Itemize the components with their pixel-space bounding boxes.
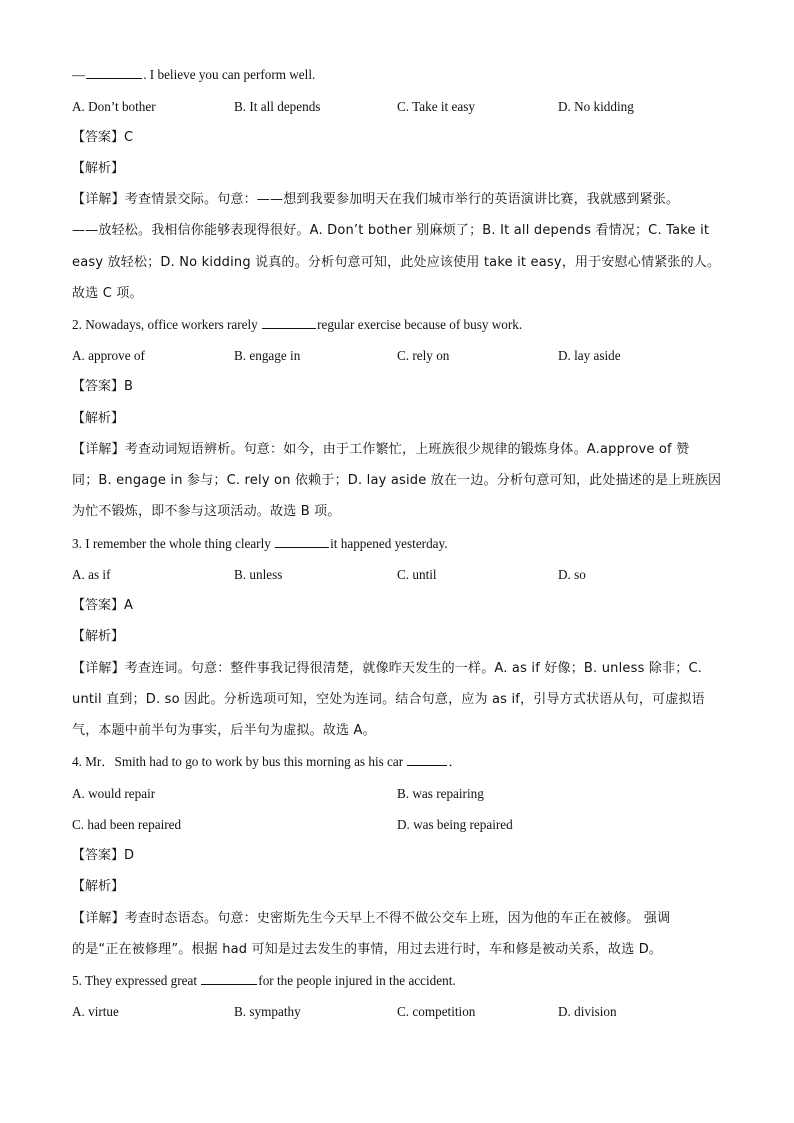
answer-label: 【答案】C <box>72 130 134 145</box>
option-b: B. unless <box>234 567 283 582</box>
detail-line: 【详解】考查动词短语辨析。句意：如今，由于工作繁忙，上班族很少规律的锻炼身体。A.approve of 赞 <box>72 442 690 457</box>
option-a: A. would repair <box>72 786 156 801</box>
stem-text: it happened yesterday. <box>330 536 448 551</box>
question-2-stem <box>72 316 522 334</box>
option-a: A. as if <box>72 567 111 582</box>
detail-line: 【详解】考查连词。句意：整件事我记得很清楚，就像昨天发生的一样。A. as if 好像；B. unless 除非；C. <box>72 661 703 676</box>
answer-blank <box>275 535 329 548</box>
option-d: D. division <box>558 1004 617 1019</box>
question-3-stem <box>72 535 448 553</box>
option-a: A. approve of <box>72 348 145 363</box>
option-d: D. so <box>558 567 586 582</box>
stem-text: 5. They expressed great <box>72 973 201 988</box>
option-c: C. rely on <box>397 348 450 363</box>
answer-blank <box>201 972 257 985</box>
detail-line: ——放轻松。我相信你能够表现得很好。A. Don’t bother 别麻烦了；B. It all depends 看情况；C. Take it <box>72 223 710 238</box>
stem-text: 3. I remember the whole thing clearly <box>72 536 275 551</box>
option-b: B. was repairing <box>397 786 484 801</box>
option-a: A. virtue <box>72 1004 119 1019</box>
stem-text: regular exercise because of busy work. <box>317 317 523 332</box>
analysis-label: 【解析】 <box>72 161 125 176</box>
detail-line: 气，本题中前半句为事实，后半句为虚拟。故选 A。 <box>72 723 376 738</box>
stem-text: 4. Mr．Smith had to go to work by bus this morning as his car <box>72 754 407 769</box>
question-1-stem <box>72 66 315 84</box>
detail-line: 【详解】考查情景交际。句意：——想到我要参加明天在我们城市举行的英语演讲比赛，我就感到紧张。 <box>72 192 680 207</box>
answer-label: 【答案】D <box>72 848 135 863</box>
option-c: C. until <box>397 567 437 582</box>
stem-text: ． <box>448 754 462 769</box>
answer-blank <box>86 66 142 79</box>
analysis-label: 【解析】 <box>72 879 125 894</box>
detail-line: 的是“正在被修理”。根据 had 可知是过去发生的事情，用过去进行时，车和修是被动关系，故选 D。 <box>72 942 663 957</box>
option-c: C. competition <box>397 1004 476 1019</box>
analysis-label: 【解析】 <box>72 629 125 644</box>
option-b: B. sympathy <box>234 1004 301 1019</box>
option-d: D. was being repaired <box>397 817 513 832</box>
option-d: D. No kidding <box>558 99 634 114</box>
question-5-stem <box>72 972 456 990</box>
detail-line: 【详解】考查时态语态。句意：史密斯先生今天早上不得不做公交车上班，因为他的车正在被修。 强调 <box>72 911 671 926</box>
option-a: A. Don’t bother <box>72 99 156 114</box>
detail-line: 故选 C 项。 <box>72 286 143 301</box>
analysis-label: 【解析】 <box>72 411 125 426</box>
question-4-stem <box>72 753 462 771</box>
option-b: B. It all depends <box>234 99 321 114</box>
answer-label: 【答案】A <box>72 598 133 613</box>
stem-text: . I believe you can perform well. <box>143 67 316 82</box>
answer-blank <box>262 316 316 329</box>
detail-line: 同；B. engage in 参与；C. rely on 依赖于；D. lay aside 放在一边。分析句意可知，此处描述的是上班族因 <box>72 473 722 488</box>
stem-text: for the people injured in the accident. <box>258 973 456 988</box>
detail-line: easy 放轻松；D. No kidding 说真的。分析句意可知，此处应该使用 take it easy，用于安慰心情紧张的人。 <box>72 255 721 270</box>
answer-label: 【答案】B <box>72 379 133 394</box>
option-c: C. Take it easy <box>397 99 475 114</box>
option-c: C. had been repaired <box>72 817 182 832</box>
option-d: D. lay aside <box>558 348 621 363</box>
dash: — <box>72 67 86 82</box>
answer-blank <box>407 753 447 766</box>
option-b: B. engage in <box>234 348 301 363</box>
detail-line: 为忙不锻炼，即不参与这项活动。故选 B 项。 <box>72 504 341 519</box>
detail-line: until 直到；D. so 因此。分析选项可知，空处为连词。结合句意，应为 as if，引导方式状语从句，可虚拟语 <box>72 692 705 707</box>
stem-text: 2. Nowadays, office workers rarely <box>72 317 262 332</box>
